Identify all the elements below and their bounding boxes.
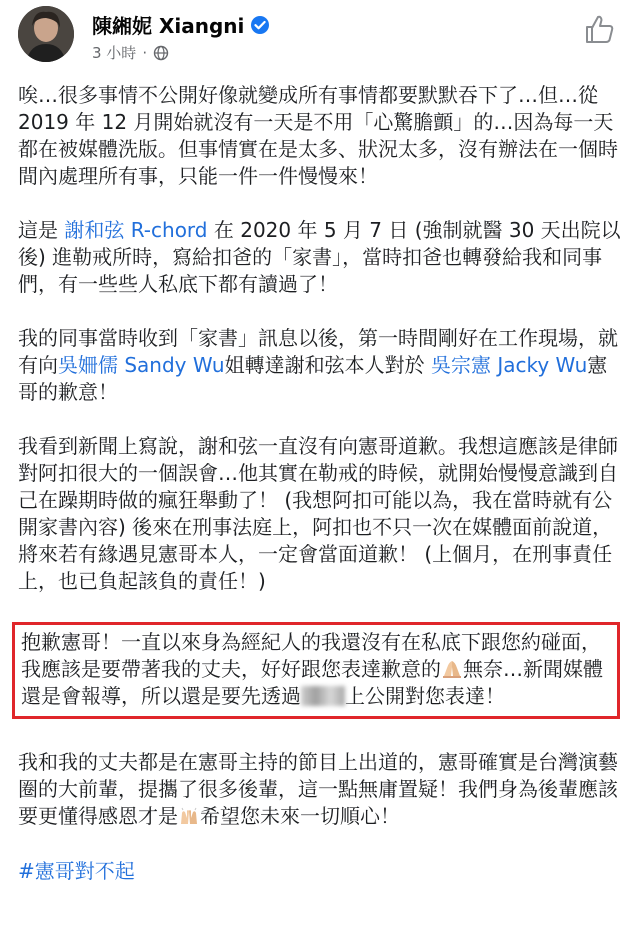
highlighted-apology-box [12, 622, 620, 719]
post-meta [92, 42, 169, 63]
post-header [0, 0, 640, 72]
paragraph-6-text-b: 希望您未來一切順心！ [200, 804, 400, 828]
verified-badge-icon [250, 15, 270, 35]
blurred-redaction [301, 686, 345, 706]
paragraph-5-text-b: 無奈…新聞媒體還是會報導，所以還是要先透過 [21, 657, 603, 708]
paragraph-6-text-a: 我和我的丈夫都是在憲哥主持的節目上出道的，憲哥確實是台灣演藝圈的大前輩，提攜了很多後輩，這一點無庸置疑！我們身為後輩應該要更懂得感恩才是 [18, 750, 618, 828]
paragraph-3-text-b: 姐轉達謝和弦本人對於 [224, 353, 431, 377]
avatar[interactable] [18, 6, 74, 62]
paragraph-2 [18, 217, 622, 298]
paragraph-5-text-c: 上公開對您表達！ [345, 684, 505, 708]
author-row [92, 10, 270, 39]
meta-separator: · [142, 43, 148, 62]
mention-link-jacky-wu[interactable]: 吳宗憲 Jacky Wu [430, 353, 588, 377]
mention-link-sandy-wu[interactable]: 吳姍儒 Sandy Wu [58, 353, 225, 377]
avatar-photo [18, 6, 74, 62]
thumbs-up-icon[interactable] [582, 12, 616, 46]
hashtag-link[interactable]: #憲哥對不起 [18, 859, 135, 883]
globe-icon[interactable] [153, 45, 169, 61]
author-name[interactable]: 陳緗妮 Xiangni [92, 14, 245, 38]
raising-hands-emoji [178, 806, 200, 826]
mention-link-xie-he-xian[interactable]: 謝和弦 R-chord [64, 218, 208, 242]
post-time[interactable]: 3 小時 [92, 44, 137, 62]
paragraph-2-text-a: 這是 [18, 218, 65, 242]
paragraph-3-text-a: 我的同事當時收到「家書」訊息以後，第一時間剛好在工作現場，就有向 [18, 326, 618, 377]
post-body [0, 72, 640, 884]
paragraph-3-text-c: 憲哥的歉意！ [18, 353, 608, 404]
paragraph-5 [21, 629, 611, 710]
praying-hands-emoji [441, 659, 463, 679]
paragraph-6 [18, 749, 622, 830]
paragraph-3 [18, 325, 622, 406]
paragraph-2-text-b: 在 2020 年 5 月 7 日 (強制就醫 30 天出院以後) 進勒戒所時，寫給扣爸的「家書」，當時扣爸也轉發給我和同事們，有一些些人私底下都有讀過了！ [18, 218, 621, 296]
paragraph-1: 唉…很多事情不公開好像就變成所有事情都要默默吞下了…但…從 2019 年 12 月開始就沒有一天是不用「心驚膽顫」的…因為每一天都在被媒體洗版。但事情實在是太多、狀況太多，沒有辦法在一個時間內處理所有事，只能一件一件慢慢來！ [18, 83, 618, 188]
paragraph-4: 我看到新聞上寫說，謝和弦一直沒有向憲哥道歉。我想這應該是律師對阿扣很大的一個誤會…他其實在勒戒的時候，就開始慢慢意識到自己在躁期時做的瘋狂舉動了！ (我想阿扣可能以為，我在當時就有公開家書內容) 後來在刑事法庭上，阿扣也不只一次在媒體面前說道，將來若有緣遇見憲哥本人，一定會當面道歉！ (上個月，在刑事責任上，也已負起該負的責任！) [18, 434, 618, 593]
paragraph-5-text-a: 抱歉憲哥！一直以來身為經紀人的我還沒有在私底下跟您約碰面，我應該是要帶著我的丈夫，好好跟您表達歉意的 [21, 630, 601, 681]
